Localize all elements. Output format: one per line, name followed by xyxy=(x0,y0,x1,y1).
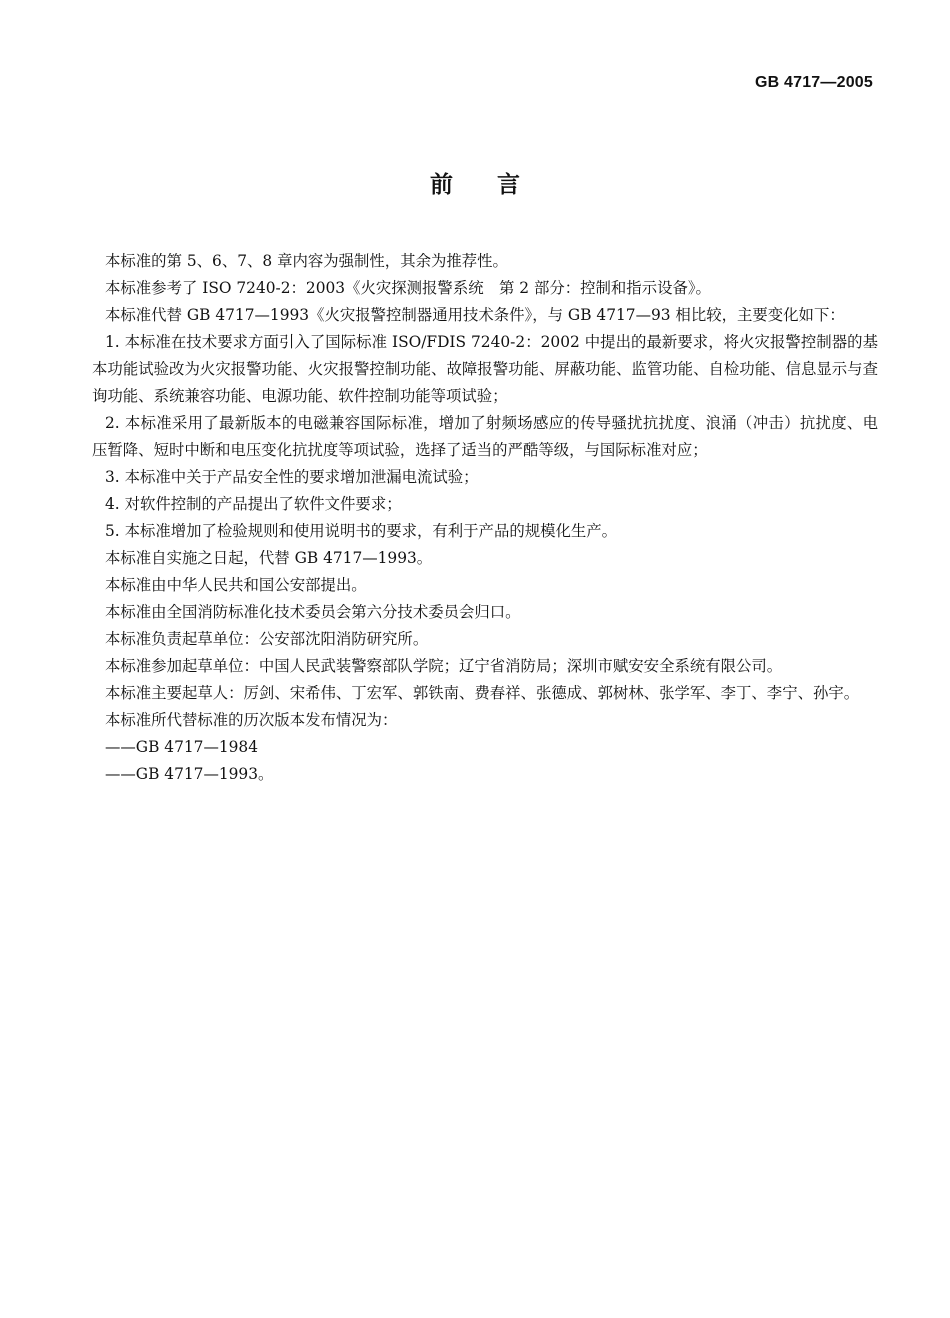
page-title: 前言 xyxy=(430,172,564,198)
paragraph-participating-units: 本标准参加起草单位：中国人民武装警察部队学院；辽宁省消防局；深圳市赋安安全系统有限公司。 xyxy=(105,657,783,675)
change-item-2: 2. 本标准采用了最新版本的电磁兼容国际标准，增加了射频场感应的传导骚扰抗扰度、浪涌（冲击）抗扰度、电压暂降、短时中断和电压变化抗扰度等项试验，选择了适当的严酷等级，与国际标准对应； xyxy=(92,414,878,459)
history-item-1993: ——GB 4717—1993。 xyxy=(105,765,274,783)
paragraph-proposed-by: 本标准由中华人民共和国公安部提出。 xyxy=(105,576,367,594)
change-item-5: 5. 本标准增加了检验规则和使用说明书的要求，有利于产品的规模化生产。 xyxy=(105,522,618,540)
paragraph-drafters: 本标准主要起草人：厉剑、宋希伟、丁宏军、郭铁南、费春祥、张德成、郭树林、张学军、李丁、李宁、孙宇。 xyxy=(105,684,860,702)
paragraph-drafting-unit: 本标准负责起草单位：公安部沈阳消防研究所。 xyxy=(105,630,429,648)
paragraph-centralized-by: 本标准由全国消防标准化技术委员会第六分技术委员会归口。 xyxy=(105,603,521,621)
change-item-4: 4. 对软件控制的产品提出了软件文件要求； xyxy=(105,495,402,513)
standard-number: GB 4717—2005 xyxy=(754,74,873,91)
paragraph-reference-iso: 本标准参考了 ISO 7240-2：2003《火灾探测报警系统 第 2 部分：控制和指示设备》。 xyxy=(105,279,711,297)
history-item-1984: ——GB 4717—1984 xyxy=(105,738,259,756)
paragraph-replaces: 本标准代替 GB 4717—1993《火灾报警控制器通用技术条件》，与 GB 4717—93 相比较，主要变化如下： xyxy=(105,306,845,324)
paragraph-mandatory-chapters: 本标准的第 5、6、7、8 章内容为强制性，其余为推荐性。 xyxy=(105,252,508,270)
paragraph-effective: 本标准自实施之日起，代替 GB 4717—1993。 xyxy=(105,549,433,567)
change-item-3: 3. 本标准中关于产品安全性的要求增加泄漏电流试验； xyxy=(105,468,479,486)
foreword-body xyxy=(92,248,878,788)
paragraph-history-intro: 本标准所代替标准的历次版本发布情况为： xyxy=(105,711,398,729)
change-item-1: 1. 本标准在技术要求方面引入了国际标准 ISO/FDIS 7240-2：2002 中提出的最新要求，将火灾报警控制器的基本功能试验改为火灾报警功能、火灾报警控制功能、故障报警功能、屏蔽功能、监管功能、自检功能、信息显示与查询功能、系统兼容功能、电源功能、软件控制功能等项试验； xyxy=(92,333,878,405)
